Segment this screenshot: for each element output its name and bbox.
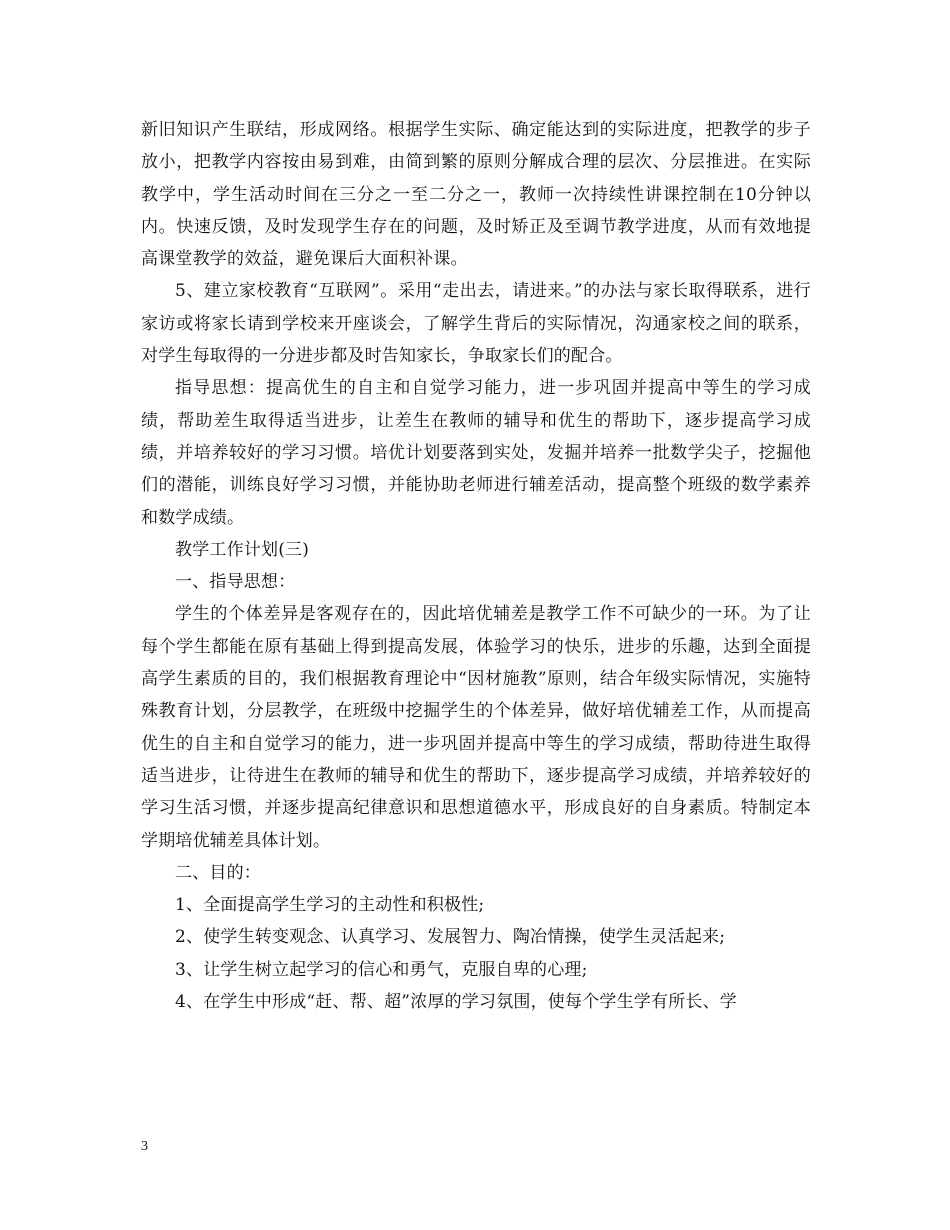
section-heading-plan-3: 教学工作计划(三) [175, 539, 310, 560]
paragraph-3: 指导思想：提高优生的自主和自觉学习能力，进一步巩固并提高中等生的学习成绩，帮助差生取得适当进步，让差生在教师的辅导和优生的帮助下，逐步提高学习成绩，并培养较好的学习习惯。培优计划要落到实处，发掘并培养一批数学尖子，挖掘他们的潜能，训练良好学习习惯，并能协助老师进行辅差活动，提高整个班级的数学素养和数学成绩。 [141, 378, 811, 528]
list-item-4: 4、在学生中形成“赶、帮、超”浓厚的学习氛围，使每个学生学有所长、学 [175, 992, 737, 1013]
page-number: 3 [141, 1139, 148, 1154]
subheading-guiding-ideology: 一、指导思想： [175, 572, 296, 593]
paragraph-1: 新旧知识产生联结，形成网络。根据学生实际、确定能达到的实际进度，把教学的步子放小，把教学内容按由易到难，由简到繁的原则分解成合理的层次、分层推进。在实际教学中，学生活动时间在三分之一至二分之一，教师一次持续性讲课控制在10分钟以内。快速反馈，及时发现学生存在的问题，及时矫正及至调节教学进度，从而有效地提高课堂教学的效益，避免课后大面积补课。 [141, 120, 811, 270]
document-body [141, 114, 811, 1018]
list-item-3: 3、让学生树立起学习的信心和勇气，克服自卑的心理; [175, 959, 588, 980]
list-item-2: 2、使学生转变观念、认真学习、发展智力、陶冶情操，使学生灵活起来; [175, 927, 726, 948]
list-item-1: 1、全面提高学生学习的主动性和积极性; [175, 895, 485, 916]
paragraph-2: 5、建立家校教育“互联网”。采用“走出去，请进来。”的办法与家长取得联系，进行家访或将家长请到学校来开座谈会，了解学生背后的实际情况，沟通家校之间的联系，对学生每取得的一分进步都及时告知家长，争取家长们的配合。 [141, 281, 811, 367]
paragraph-4: 学生的个体差异是客观存在的，因此培优辅差是教学工作不可缺少的一环。为了让每个学生都能在原有基础上得到提高发展，体验学习的快乐，进步的乐趣，达到全面提高学生素质的目的，我们根据教育理论中“因材施教”原则，结合年级实际情况，实施特殊教育计划，分层教学，在班级中挖掘学生的个体差异，做好培优辅差工作，从而提高优生的自主和自觉学习的能力，进一步巩固并提高中等生的学习成绩，帮助待进生取得适当进步，让待进生在教师的辅导和优生的帮助下，逐步提高学习成绩，并培养较好的学习生活习惯，并逐步提高纪律意识和思想道德水平，形成良好的自身素质。特制定本学期培优辅差具体计划。 [141, 604, 811, 851]
subheading-purpose: 二、目的： [175, 862, 261, 883]
